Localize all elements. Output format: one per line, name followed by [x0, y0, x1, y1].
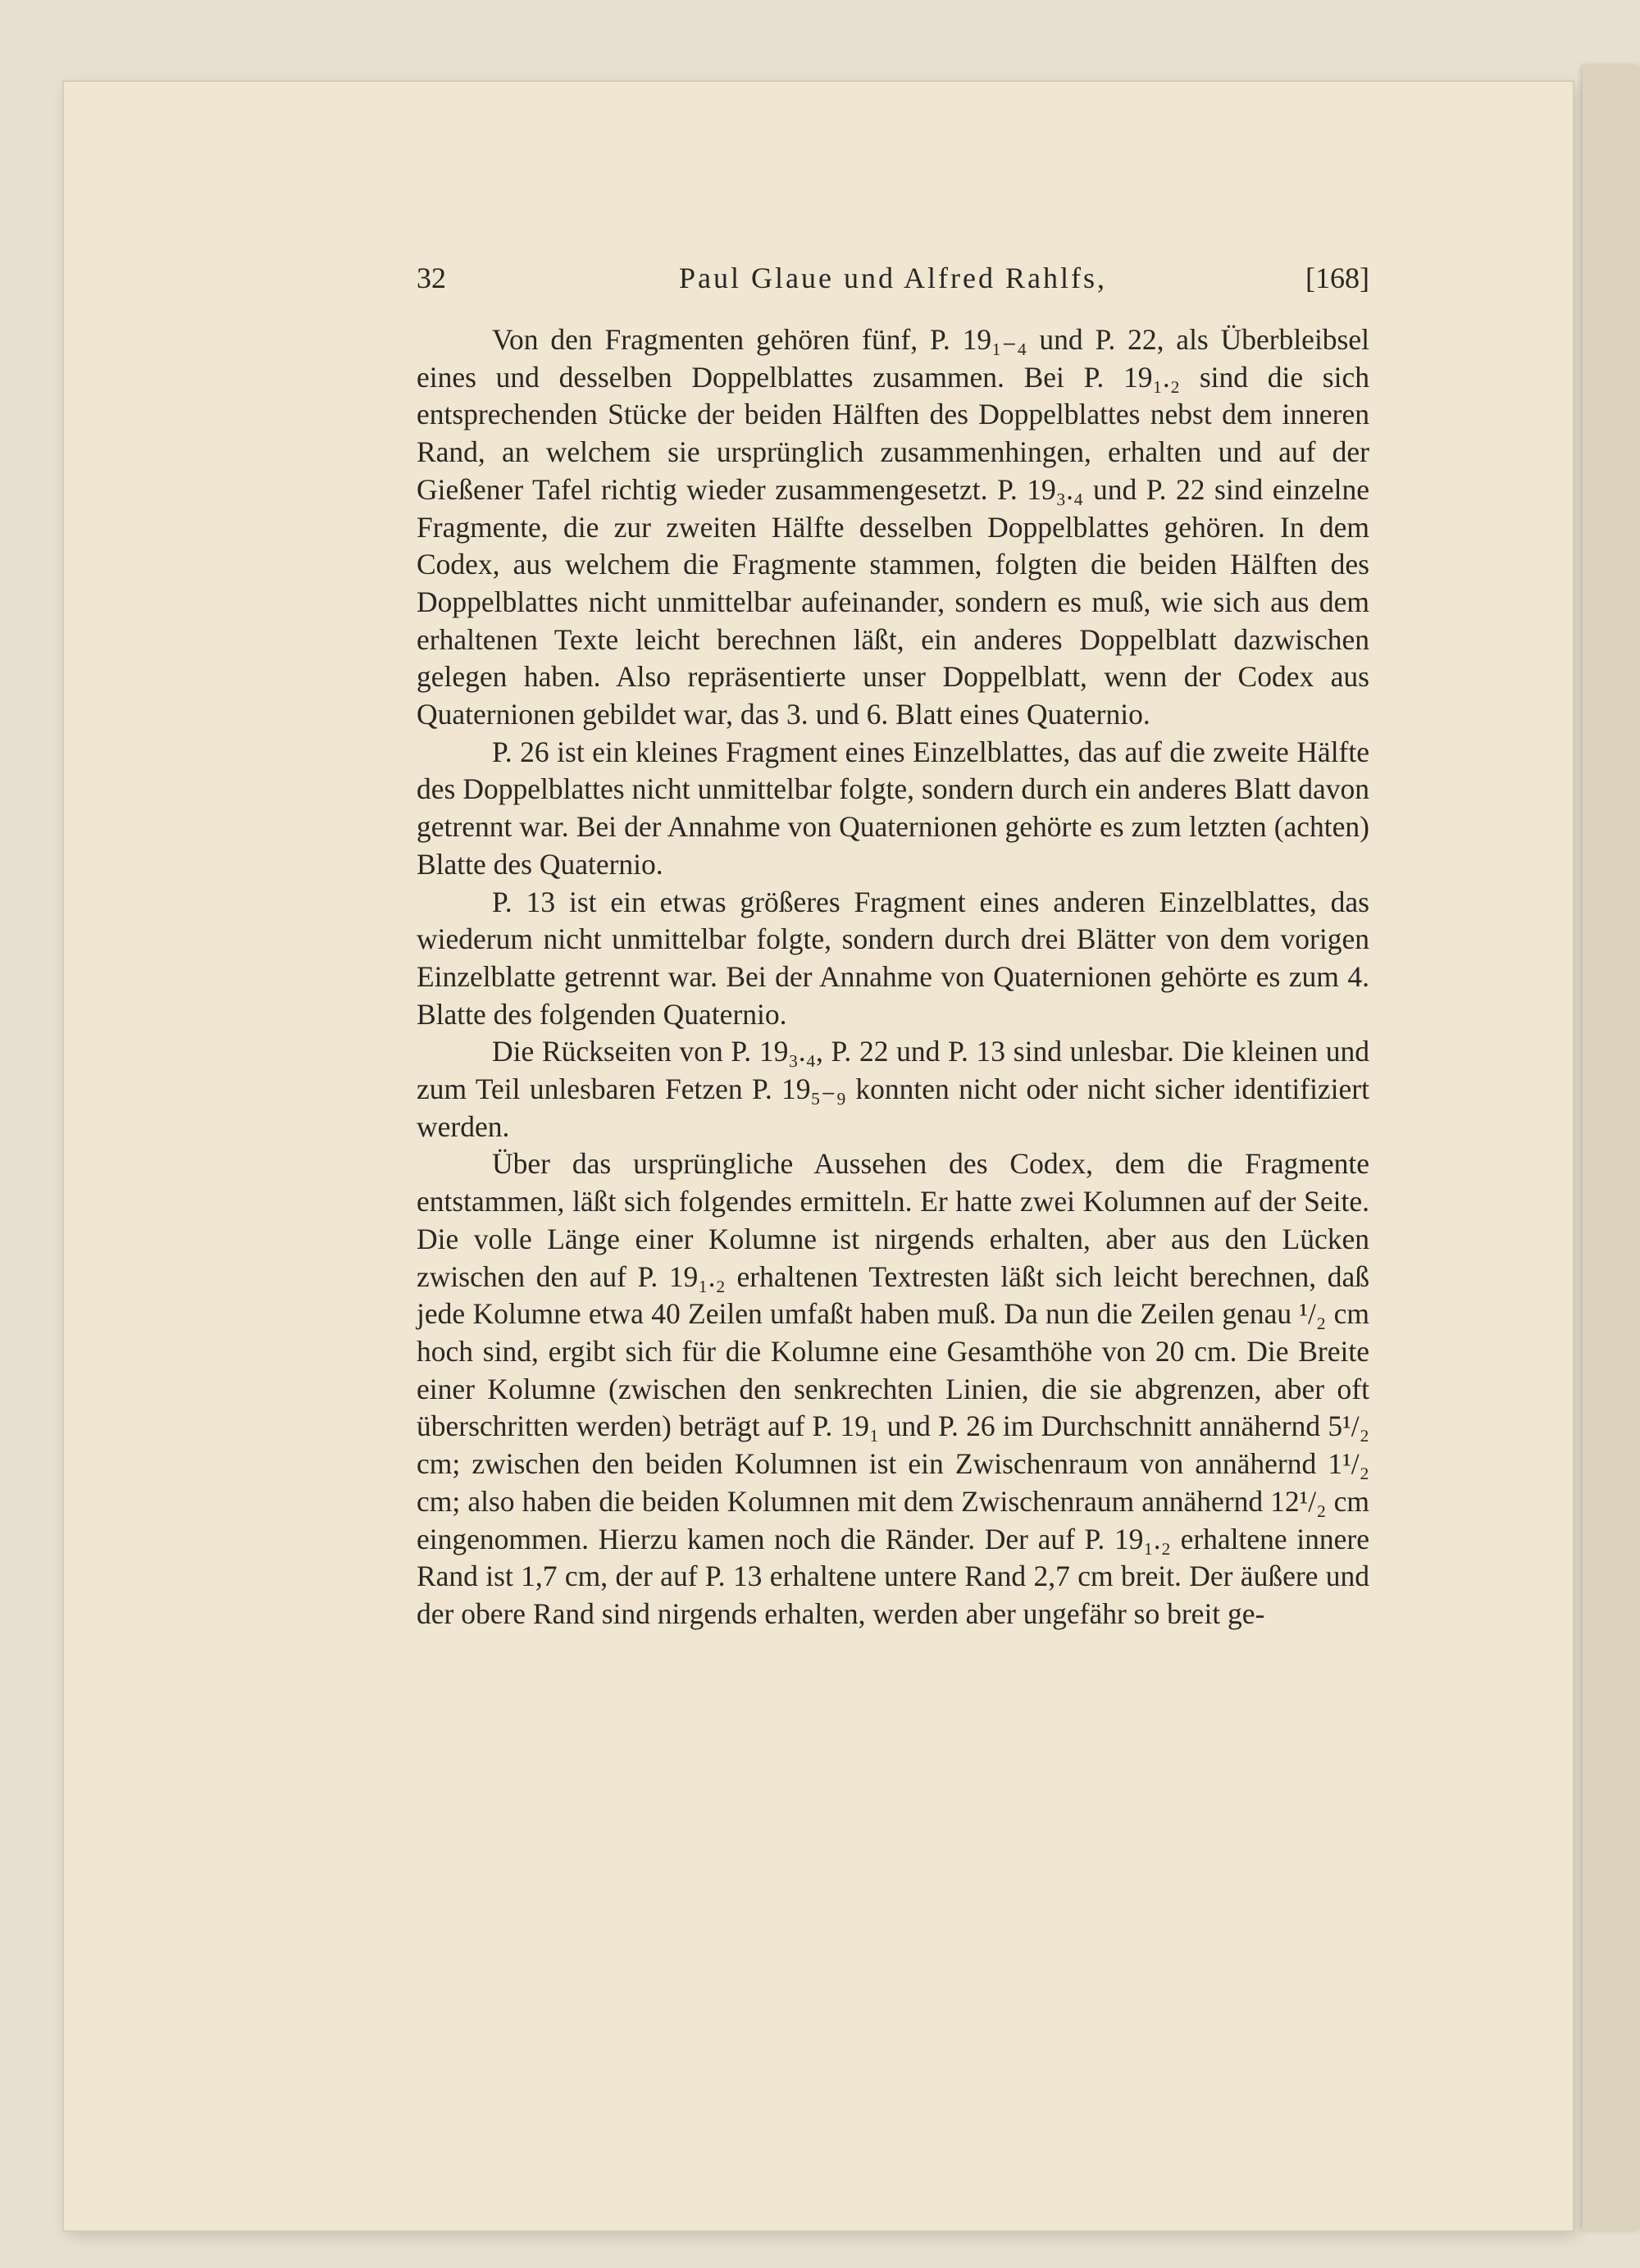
paragraph: Über das ursprüngliche Aussehen des Codex, dem die Fragmente entstammen, läßt sich folgendes ermitteln. Er hatte zwei Kolumnen auf der Seite. Die volle Länge einer Kolumne ist nirgends erhalten, aber aus den Lücken zwischen den auf P. 19₁.₂ erhaltenen Textresten läßt sich leicht berechnen, daß jede Kolumne etwa 40 Zeilen umfaßt haben muß. Da nun die Zeilen genau ¹/₂ cm hoch sind, ergibt sich für die Kolumne eine Gesamthöhe von 20 cm. Die Breite einer Kolumne (zwischen den senkrechten Linien, die sie abgrenzen, aber oft überschritten werden) beträgt auf P. 19₁ und P. 26 im Durchschnitt annähernd 5¹/₂ cm; zwischen den beiden Kolumnen ist ein Zwischenraum von annähernd 1¹/₂ cm; also haben die beiden Kolumnen mit dem Zwischenraum annähernd 12¹/₂ cm eingenommen. Hierzu kamen noch die Ränder. Der auf P. 19₁.₂ erhaltene innere Rand ist 1,7 cm, der auf P. 13 erhaltene untere Rand 2,7 cm breit. Der äußere und der obere Rand sind nirgends erhalten, werden aber ungefähr so breit ge- — [417, 1147, 1369, 1630]
paragraph: Von den Fragmenten gehören fünf, P. 19₁₋₄ und P. 22, als Überbleibsel eines und desselben Doppelblattes zusammen. Bei P. 19₁.₂ sind die sich entsprechenden Stücke der beiden Hälften des Doppelblattes nebst dem inneren Rand, an welchem sie ursprünglich zusammenhingen, erhalten und auf der Gießener Tafel richtig wieder zusammengesetzt. P. 19₃.₄ und P. 22 sind einzelne Fragmente, die zur zweiten Hälfte desselben Doppelblattes gehören. In dem Codex, aus welchem die Fragmente stammen, folgten die beiden Hälften des Doppelblattes nicht unmittelbar aufeinander, sondern es muß, wie sich aus dem erhaltenen Texte leicht berechnen läßt, ein anderes Doppelblatt dazwischen gelegen haben. Also repräsentierte unser Doppelblatt, wenn der Codex aus Quaternionen gebildet war, das 3. und 6. Blatt eines Quaternio. — [417, 323, 1369, 731]
section-number: [168] — [1305, 262, 1369, 294]
paragraph: Die Rückseiten von P. 19₃.₄, P. 22 und P. 13 sind unlesbar. Die kleinen und zum Teil unlesbaren Fetzen P. 19₅₋₉ konnten nicht oder nicht sicher identifiziert werden. — [417, 1035, 1369, 1143]
paragraph: P. 13 ist ein etwas größeres Fragment eines anderen Einzelblattes, das wiederum nicht unmittelbar folgte, sondern durch drei Blätter von dem vorigen Einzelblatte getrennt war. Bei der Annahme von Quaternionen gehörte es zum 4. Blatte des folgenden Quaternio. — [417, 885, 1369, 1031]
paragraph: P. 26 ist ein kleines Fragment eines Einzelblattes, das auf die zweite Hälfte des Doppelblattes nicht unmittelbar folgte, sondern durch ein anderes Blatt davon getrennt war. Bei der Annahme von Quaternionen gehörte es zum letzten (achten) Blatte des Quaternio. — [417, 735, 1369, 881]
page-header — [417, 261, 1369, 302]
adjacent-page-edge — [1583, 66, 1640, 2230]
running-head: Paul Glaue und Alfred Rahlfs, — [679, 262, 1107, 294]
body-text — [417, 321, 1369, 1633]
page-number: 32 — [417, 262, 446, 294]
